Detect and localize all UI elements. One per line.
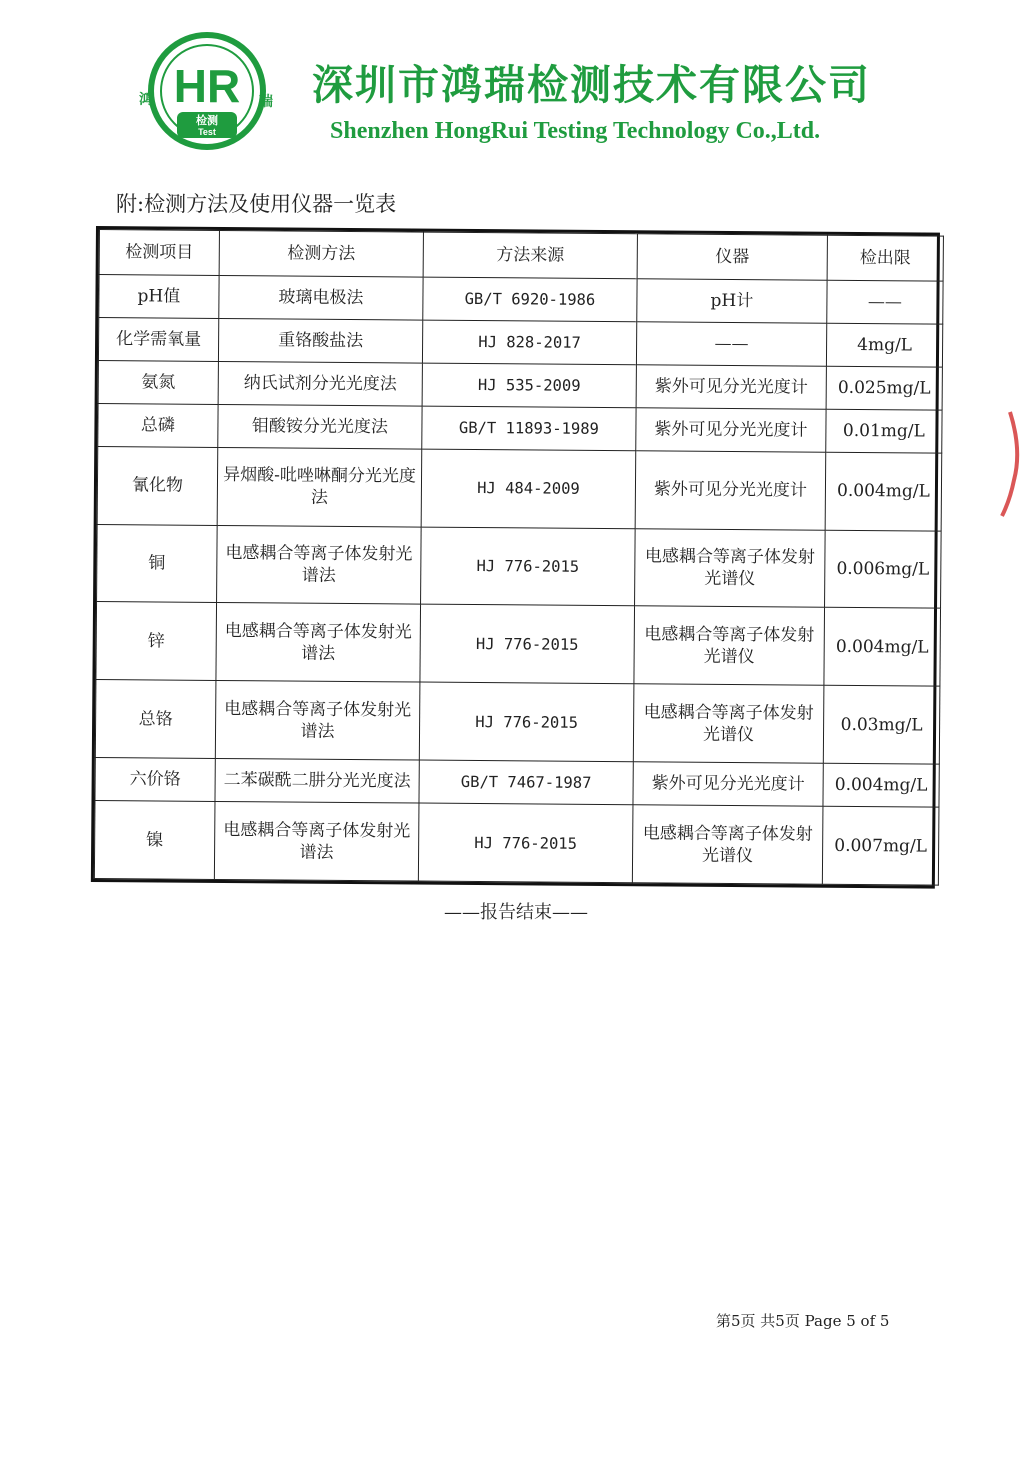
logo-letters: HR	[173, 60, 241, 112]
cell-detection-limit: 0.025mg/L	[826, 366, 942, 410]
cell-instrument: ——	[636, 322, 826, 366]
logo-left-char: 鸿	[139, 92, 153, 108]
header-detection-limit: 检出限	[827, 235, 943, 281]
cell-item: 锌	[96, 602, 217, 681]
table-row	[95, 758, 939, 808]
table-row	[98, 403, 942, 453]
cell-item: 总磷	[98, 403, 218, 447]
company-logo	[135, 30, 280, 152]
cell-source: GB/T 7467-1987	[419, 760, 633, 805]
methods-table	[94, 229, 944, 886]
cell-instrument: 紫外可见分光光度计	[636, 407, 826, 451]
cell-item: 化学需氧量	[98, 317, 218, 361]
table-row	[95, 680, 940, 765]
header-item: 检测项目	[99, 230, 219, 276]
table-row	[97, 446, 942, 531]
cell-method: 纳氏试剂分光光度法	[218, 361, 422, 406]
table-row	[94, 801, 939, 886]
company-name-cn: 深圳市鸿瑞检测技术有限公司	[312, 61, 871, 109]
cell-instrument: 电感耦合等离子体发射光谱仪	[634, 606, 825, 685]
table-row	[99, 275, 943, 325]
logo-inner-en: Test	[198, 127, 216, 137]
cell-instrument: 电感耦合等离子体发射光谱仪	[632, 805, 823, 884]
cell-method: 二苯碳酰二肼分光光度法	[215, 759, 419, 804]
cell-instrument: 紫外可见分光光度计	[633, 762, 823, 806]
appendix-title: 附:检测方法及使用仪器一览表	[116, 192, 397, 216]
cell-method: 电感耦合等离子体发射光谱法	[214, 801, 419, 881]
table-row	[96, 602, 941, 687]
cell-item: 总铬	[95, 680, 216, 759]
cell-item: 六价铬	[95, 758, 215, 802]
cell-detection-limit: 0.006mg/L	[825, 530, 942, 609]
page-number: 第5页 共5页 Page 5 of 5	[716, 1312, 890, 1330]
cell-source: HJ 484-2009	[421, 449, 636, 529]
header-method: 检测方法	[219, 230, 423, 277]
cell-source: HJ 776-2015	[421, 527, 636, 607]
cell-detection-limit: 0.03mg/L	[823, 685, 940, 764]
cell-item: pH值	[99, 275, 219, 319]
table-header-row	[99, 230, 943, 282]
cell-detection-limit: ——	[827, 280, 943, 324]
cell-instrument: 紫外可见分光光度计	[636, 365, 826, 409]
cell-item: 氨氮	[98, 360, 218, 404]
header-instrument: 仪器	[637, 234, 827, 280]
cell-source: GB/T 6920-1986	[423, 277, 637, 322]
cell-detection-limit: 0.004mg/L	[823, 763, 939, 807]
table-row	[98, 360, 942, 410]
cell-detection-limit: 0.004mg/L	[824, 608, 941, 687]
report-end-note: ——报告结束——	[444, 902, 588, 923]
table-row	[98, 317, 942, 367]
cell-source: HJ 828-2017	[422, 320, 636, 365]
header-source: 方法来源	[423, 232, 637, 279]
cell-source: HJ 776-2015	[419, 682, 634, 762]
cell-source: HJ 776-2015	[418, 803, 633, 883]
company-name-en: Shenzhen HongRui Testing Technology Co.,Ltd.	[330, 118, 821, 144]
logo-inner-cn: 检测	[196, 114, 218, 127]
cell-method: 重铬酸盐法	[218, 318, 422, 363]
cell-source: HJ 776-2015	[420, 604, 635, 684]
cell-detection-limit: 0.007mg/L	[822, 806, 939, 885]
cell-source: HJ 535-2009	[422, 363, 636, 408]
cell-instrument: 电感耦合等离子体发射光谱仪	[633, 684, 824, 763]
cell-detection-limit: 4mg/L	[826, 323, 942, 367]
cell-method: 电感耦合等离子体发射光谱法	[217, 525, 422, 604]
table-row	[97, 524, 942, 609]
cell-method: 玻璃电极法	[219, 275, 423, 320]
cell-source: GB/T 11893-1989	[422, 406, 636, 451]
cell-item: 氰化物	[97, 446, 218, 525]
cell-instrument: pH计	[637, 279, 827, 323]
seal-edge-mark	[1000, 410, 1024, 520]
cell-item: 铜	[97, 524, 218, 603]
methods-table-frame	[91, 226, 940, 889]
cell-detection-limit: 0.004mg/L	[825, 452, 942, 531]
cell-instrument: 电感耦合等离子体发射光谱仪	[635, 528, 826, 607]
cell-instrument: 紫外可见分光光度计	[635, 450, 826, 529]
logo-right-char: 瑞	[259, 94, 273, 110]
cell-method: 钼酸铵分光光度法	[218, 404, 422, 449]
cell-method: 电感耦合等离子体发射光谱法	[216, 603, 421, 682]
cell-method: 异烟酸-吡唑啉酮分光光度法	[217, 447, 422, 526]
cell-item: 镍	[94, 801, 215, 880]
cell-detection-limit: 0.01mg/L	[826, 409, 942, 453]
cell-method: 电感耦合等离子体发射光谱法	[215, 681, 420, 760]
